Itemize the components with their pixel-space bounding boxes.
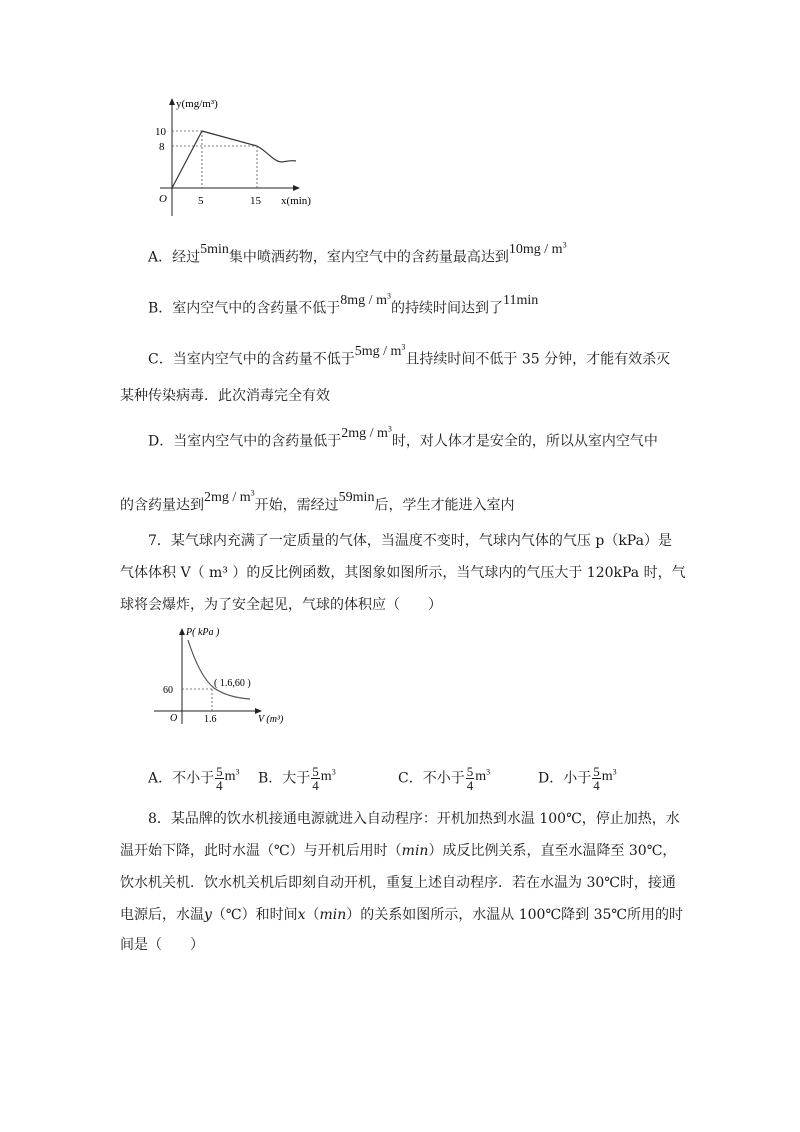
value-5mg: $5mg / m^3$ — [354, 342, 406, 359]
q6-option-b: B．室内空气中的含药量不低于$8mg / m^3$的持续时间达到了11min — [148, 291, 539, 317]
value-59min: 59min — [338, 489, 375, 505]
x-tick-15: 15 — [250, 195, 261, 207]
q7-line1: 7．某气球内充满了一定质量的气体，当温度不变时，气球内气体的气压 p（kPa）是 — [148, 533, 672, 549]
unit-m3: $m^3$ — [320, 767, 336, 784]
pressure-volume-graph — [150, 622, 300, 728]
x-tick-1-6: 1.6 — [204, 714, 217, 725]
fraction-5-4: $\frac{5}{4}$ — [593, 764, 600, 794]
q7-line3: 球将会爆炸，为了安全起见，气球的体积应（ ） — [120, 597, 442, 613]
q6-option-d-line2: 的含药量达到$2mg / m^3$开始，需经过59min后，学生才能进入室内 — [120, 488, 515, 514]
value-8mg: $8mg / m^3$ — [340, 291, 391, 308]
y-tick-10: 10 — [155, 126, 166, 138]
origin-label: O — [159, 193, 167, 205]
q8-line5: 间是（ ） — [120, 937, 204, 953]
fraction-5-4: $\frac{5}{4}$ — [466, 764, 474, 794]
x-tick-5: 5 — [198, 195, 204, 207]
value-11min: 11min — [502, 292, 539, 308]
value-10mg: $10mg / m^3$ — [508, 240, 567, 257]
q7-line2: 气体体积 V（ m³ ）的反比例函数，其图象如图所示，当气球内的气压大于 120kPa 时，气 — [120, 565, 686, 581]
q8-line4: 电源后，水温y（℃）和时间x（min）的关系如图所示，水温从 100℃降到 35℃所用的时 — [120, 907, 684, 923]
fraction-5-4: $\frac{5}{4}$ — [216, 764, 223, 794]
point-label: ( 1.6,60 ) — [214, 678, 251, 689]
q7-option-a: A．不小于 $\frac{5}{4}$ $m^3$ — [148, 764, 240, 794]
y-axis-label: y(mg/m³) — [176, 98, 218, 110]
q7-option-d: D．小于 $\frac{5}{4}$ $m^3$ — [538, 764, 617, 794]
q7-option-b: B．大于 $\frac{5}{4}$ $m^3$ — [258, 764, 336, 794]
unit-m3: $m^3$ — [224, 767, 240, 784]
q6-option-c-line2: 某种传染病毒．此次消毒完全有效 — [120, 388, 330, 404]
x-axis-label: x(min) — [281, 195, 311, 207]
value-5min: 5min — [200, 241, 229, 257]
unit-m3: $m^3$ — [475, 767, 491, 784]
origin-label-2: O — [170, 713, 178, 724]
q6-option-d: D．当室内空气中的含药量低于$2mg / m^3$时，对人体才是安全的，所以从室内空气中 — [148, 424, 658, 450]
q8-line1: 8．某品牌的饮水机接通电源就进入自动程序：开机加热到水温 100℃，停止加热，水 — [148, 811, 680, 827]
y-tick-60: 60 — [163, 685, 173, 696]
x-axis-label-v: V (m³) — [258, 714, 284, 725]
value-2mg-b: $2mg / m^3$ — [204, 488, 255, 505]
q8-line3: 饮水机关机．饮水机关机后即刻自动开机，重复上述自动程序．若在水温为 30℃时，接通 — [120, 875, 676, 891]
fraction-5-4: $\frac{5}{4}$ — [312, 764, 319, 794]
unit-m3: $m^3$ — [601, 767, 617, 784]
y-tick-8: 8 — [159, 141, 165, 153]
drug-concentration-graph — [150, 94, 330, 224]
q7-option-c: C．不小于 $\frac{5}{4}$ $m^3$ — [398, 764, 491, 794]
y-axis-label-p: P( kPa ) — [186, 627, 220, 638]
value-2mg: $2mg / m^3$ — [341, 424, 392, 441]
q8-line2: 温开始下降，此时水温（℃）与开机后用时（min）成反比例关系，直至水温降至 30℃， — [120, 843, 677, 859]
q6-option-a: A．经过5min集中喷洒药物，室内空气中的含药量最高达到$10mg / m^3$ — [148, 240, 567, 266]
q6-option-c: C．当室内空气中的含药量不低于$5mg / m^3$且持续时间不低于 35 分钟，才能有效杀灭 — [148, 342, 671, 368]
